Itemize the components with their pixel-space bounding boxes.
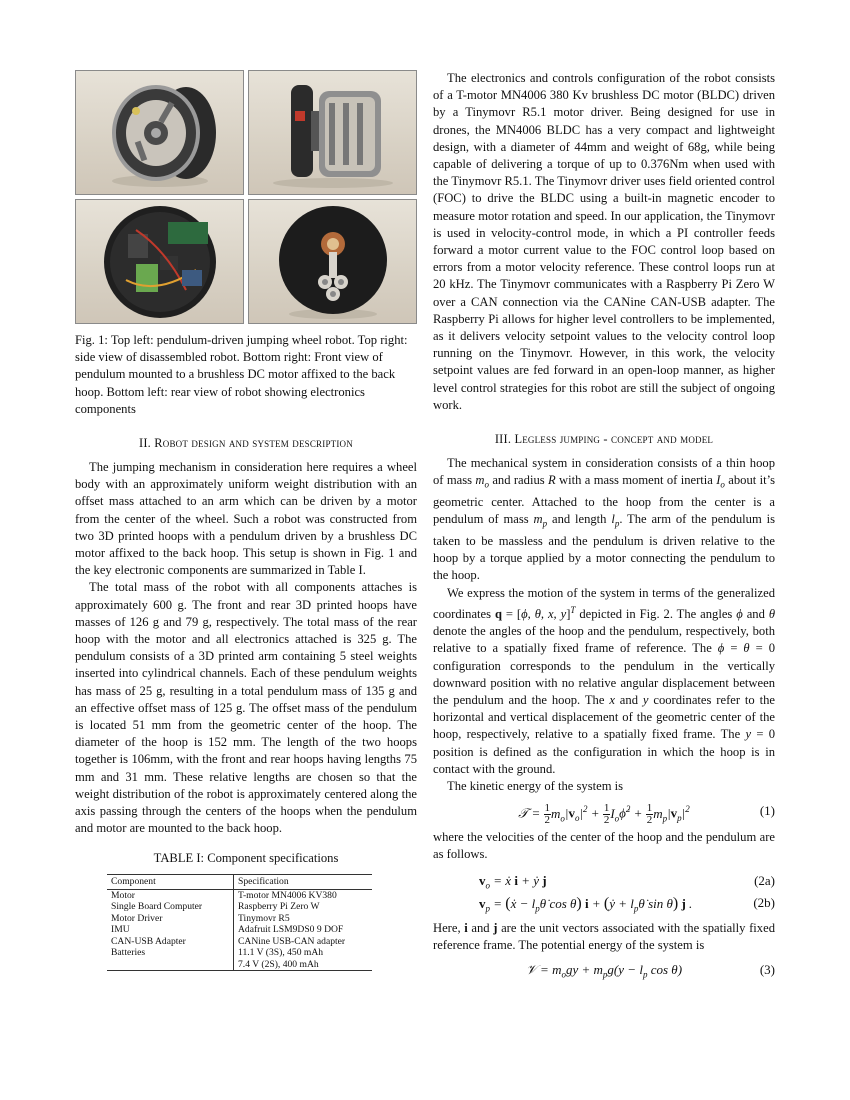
table-header: Specification bbox=[234, 875, 373, 890]
table-header-row bbox=[107, 875, 372, 890]
section-number: III. bbox=[494, 432, 512, 447]
section-number: II. bbox=[139, 436, 151, 451]
equation-1: 𝒯 = $\frac{1}{2}$ $m_o|v_o|^2$ + $\frac{1}{2}$ $I_o\phi̇^2$ + $\frac{1}{2}$ $m_p|v_p|^2$ (1) bbox=[518, 802, 775, 827]
equation-number: (3) bbox=[759, 961, 775, 977]
table-cell: IMU bbox=[107, 924, 234, 936]
paragraph: Here, i and j are the unit vectors associated with the spatially fixed reference frame. The potential energy of the system is bbox=[433, 920, 775, 952]
paragraph: The kinetic energy of the system is bbox=[447, 778, 624, 793]
table-cell: Single Board Computer bbox=[107, 901, 234, 913]
figure-caption: Fig. 1: Top left: pendulum-driven jumping wheel robot. Top right: side view of disassembled robot. Bottom right: Front view of pendulum mounted to a brushless DC motor affixed to the back hoop. Bottom left: rear view of robot showing electronics components bbox=[75, 333, 408, 416]
table-header: Component bbox=[107, 875, 234, 890]
section-heading-2 bbox=[75, 436, 417, 451]
left-column bbox=[75, 70, 417, 971]
equation-number: (2b) bbox=[753, 894, 775, 910]
paragraph: The mechanical system in consideration consists of a thin hoop of mass $m_o$ and radius R with a mass moment of inertia $I_o$ about it’s geometric center. Attached to the hoop from the center is a pendulum of mass $m_p$ and length $l_p$. The arm of the pendulum is taken to be massless and the pendulum is driven relative to the hoop by a torque applied by a motor connecting the pendulum to the hoop. bbox=[433, 456, 776, 583]
table-row bbox=[107, 913, 372, 925]
paragraph: where the velocities of the center of the hoop and the pendulum are as follows. bbox=[433, 830, 775, 862]
table-row bbox=[107, 924, 372, 936]
paragraph: The total mass of the robot with all components attaches is approximately 600 g. The front and rear 3D printed hoops have masses of 126 g and 79 g, respectively. The total mass of the rear hoop with the motor and all electronics attached is 325 g. The pendulum consists of a 3D printed arm containing 5 steel weights inserted into cylindrical channels. Each of these pendulum weights has mass of 25 g, resulting in a total pendulum mass of 135 g and an effective offset mass of 125 g. The offset mass of the pendulum is located 51 mm from the geometric center of the hoop. The diameter of the hoop is 152 mm. The length of the two hoops together is 106mm, with the front and rear hoops having lengths 75 mm and 31 mm. These relative lengths are chosen so that the weight distribution of the robot is approximately centered along the axis passing through the centers of the hoops when the pendulum and motor are mounted to the back hoop. bbox=[75, 580, 417, 836]
table-row bbox=[107, 947, 372, 959]
photo-pendulum bbox=[248, 199, 417, 324]
section-title: Robot design and system description bbox=[154, 436, 353, 451]
equation-number: (2a) bbox=[754, 872, 775, 888]
figure-1 bbox=[75, 70, 417, 324]
paragraph: We express the motion of the system in terms of the generalized coordinates q = [ϕ, θ, x, y]$^T$ depicted in Fig. 2. The angles ϕ and θ denote the angles of the hoop and the pendulum, respectively, both relative to a spatially fixed frame of reference. The ϕ = θ = 0 configuration corresponds to the pendulum in the vertically downward position with no relative angular displacement between the pendulum and the hoop. The x and y coordinates refer to the horizontal and vertical displacement of the geometric center of the hoop, respectively, relative to a spatially fixed frame. The y = 0 position is defined as the configuration in which the hoop is in contact with the ground. bbox=[433, 585, 775, 776]
table-cell: Tinymovr R5 bbox=[238, 912, 290, 924]
equation-3: 𝒱 = $m_ogy + m_pg(y - l_p$ cos θ) (3) bbox=[525, 961, 775, 980]
photo-side-view bbox=[248, 70, 417, 195]
table-cell: Raspberry Pi Zero W bbox=[238, 901, 320, 913]
equation-2a: $v_o$ = ẋ i + ẏ j (2a) bbox=[479, 872, 775, 891]
table-cell: CAN-USB Adapter bbox=[107, 936, 234, 948]
table-cell: T-motor MN4006 KV380 bbox=[238, 889, 337, 901]
table-row bbox=[107, 959, 372, 971]
equation-number: (1) bbox=[759, 803, 775, 819]
table-cell bbox=[107, 959, 234, 971]
table-cell: Motor bbox=[107, 889, 234, 901]
right-column bbox=[433, 70, 775, 988]
table-cell: 7.4 V (2S), 400 mAh bbox=[234, 959, 373, 971]
section-heading-3 bbox=[433, 432, 775, 447]
photo-jumping-robot bbox=[75, 70, 244, 195]
table-cell: Motor Driver bbox=[107, 913, 234, 925]
table-row bbox=[107, 936, 372, 948]
paragraph: The electronics and controls configuration of the robot consists of a T-motor MN4006 380 Kv brushless DC motor (BLDC) driven by a Tinymovr R5.1 motor driver. Being designed for use in drones, the MN4006 BLDC has a very compact and lightweight design, with a diameter of 44mm and weight of 68g, while being capable of delivering a torque of up to 0.376Nm when used with the Tinymovr R5.1. The Tinymovr driver uses field oriented control (FOC) to drive the BLDC using a built-in magnetic encoder to measure motor rotation and speed. In our application, the Tinymovr is used in velocity-control mode, in which a PI controller feeds forward a motor current value to the FOC control loop based on errors from a motor velocity reference. These control loops run at 20 kHz. The Tinymovr communicates with a Raspberry Pi Zero W over a CAN connection via the CANine CAN-USB adapter. The Raspberry Pi allows for higher level controllers to be implemented, as it delivers velocity setpoint values to the velocity control loop running on the Tinymovr. However, in this work, the velocity setpoint values are fed forward in an open-loop manner, as higher level control strategies for this robot are still the subject of ongoing work. bbox=[433, 71, 775, 412]
photo-electronics bbox=[75, 199, 244, 324]
section-title: Legless jumping - concept and model bbox=[514, 432, 714, 447]
equation-2b: $v_p$ = (ẋ − $l_p\thetȧ$ cos θ) i + (ẏ + $l_p\thetȧ$ sin θ) j . (2b) bbox=[479, 894, 775, 914]
table-row bbox=[107, 901, 372, 913]
table-row bbox=[107, 889, 372, 901]
table-title: TABLE I: Component specifications bbox=[153, 851, 339, 866]
component-table bbox=[107, 874, 372, 971]
table-cell: CANine USB-CAN adapter bbox=[238, 935, 346, 947]
table-cell: Batteries bbox=[107, 947, 234, 959]
table-cell: 11.1 V (3S), 450 mAh bbox=[238, 947, 324, 959]
table-cell: Adafruit LSM9DS0 9 DOF bbox=[238, 924, 344, 936]
paragraph: The jumping mechanism in consideration here requires a wheel body with an approximately uniform weight distribution with an offset mass attached to an arm which can be driven by a motor from the center of the wheel. Such a robot was constructed from two 3D printed hoops with a pendulum driven by a brushless DC motor affixed to the back hoop. This setup is shown in Fig. 1 and the key electronic components are summarized in Table I. bbox=[75, 460, 417, 578]
